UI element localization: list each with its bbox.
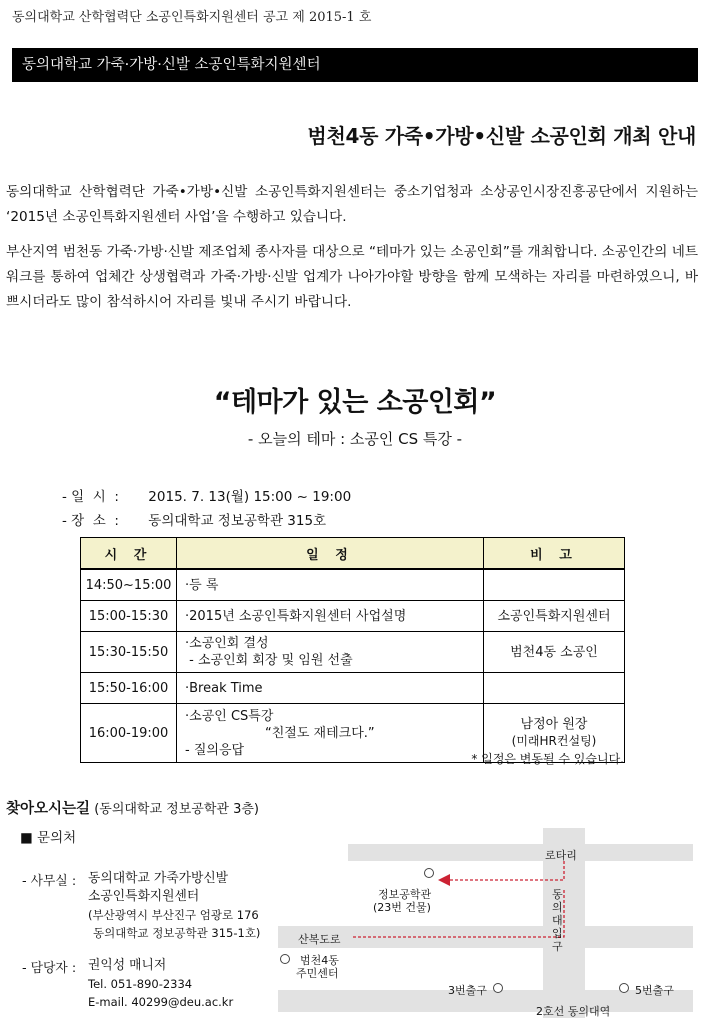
row-note [484,673,625,704]
office-info [88,870,260,942]
route-arrow [438,874,450,886]
office-line: 동의대학교 가죽가방신발 [88,871,229,886]
date-line [62,485,351,505]
row-time: 14:50~15:00 [81,569,177,601]
exit3-marker-icon [493,983,503,993]
schedule-header-row [81,538,625,570]
theme-title: “테마가 있는 소공인회” [213,387,497,418]
table-row [81,673,625,704]
manager-email: E-mail. 40299@deu.ac.kr [88,995,234,1009]
exit5-marker-icon [619,983,629,993]
office-label: - 사무실 : [22,874,77,889]
center-name-banner: 동의대학교 가죽·가방·신발 소공인특화지원센터 [12,48,698,82]
manager-info [88,957,233,1011]
place-value: 동의대학교 정보공학관 315호 [148,513,327,529]
manager-name: 권익성 매니저 [88,958,167,973]
intro-paragraph: 동의대학교 산학협력단 가죽•가방•신발 소공인특화지원센터는 중소기업청과 소상공인시장진흥공단에서 지원하는 ‘2015년 소공인특화지원센터 사업’을 수행하고 있습니다. [6,184,698,225]
address-line: 동의대학교 정보공학관 315-1호) [93,926,261,940]
row-note: 소공인특화지원센터 [484,601,625,632]
header-time: 시 간 [81,538,177,570]
table-row [81,569,625,601]
page-title: 범천4동 가죽•가방•신발 소공인회 개최 안내 [307,124,696,148]
row-plan: ·등 록 [177,569,484,601]
invitation-paragraph: 부산지역 범천동 가죽·가방·신발 제조업체 종사자를 대상으로 “테마가 있는 소공인회”를 개최합니다. 소공인간의 네트워크를 통하여 업체간 상생협력과 가죽·가방·신발 업계가 나아가야할 방향을 함께 모색하는 자리를 마련하였으니, 바쁘시더라도 많이 참석하시어 자리를 빛내 주시기 바랍니다. [6,244,698,310]
map-road-label: 산복도로 [298,933,341,946]
table-row [81,632,625,673]
route-to-building [440,861,564,880]
location-map [278,828,698,1018]
schedule-footnote: * 일정은 변동될 수 있습니다. [471,752,624,766]
theme-subtitle: - 오늘의 테마 : 소공인 CS 특강 - [247,430,463,448]
directions-heading [6,797,259,818]
header-note: 비 고 [484,538,625,570]
schedule-table [80,537,625,763]
plan-line: - 질의응답 [185,742,245,758]
row-note [484,569,625,601]
building-marker-icon [424,868,434,878]
directions-subtitle: (동의대학교 정보공학관 3층) [94,802,260,817]
office-line: 소공인특화지원센터 [88,889,200,904]
place-line [62,509,326,529]
map-univ-road: 동의대입구 [552,888,563,953]
date-label: - 일 시 : [62,489,119,505]
map-building-sub: (23번 건물) [373,901,431,914]
map-exit5: 5번출구 [635,984,674,997]
map-exit3: 3번출구 [448,984,487,997]
row-time: 15:50-16:00 [81,673,177,704]
speaker-name: 남정아 원장 [520,717,588,732]
row-plan: ·Break Time [177,673,484,704]
row-note: 범천4동 소공인 [484,632,625,673]
place-label: - 장 소 : [62,513,119,529]
speaker-affiliation: (미래HR컨설팅) [511,734,597,748]
notice-number: 동의대학교 산학협력단 소공인특화지원센터 공고 제 2015-1 호 [12,10,372,25]
map-center-2: 주민센터 [296,967,339,980]
header-plan: 일 정 [177,538,484,570]
map-center-1: 범천4동 [300,954,339,967]
table-row [81,601,625,632]
row-plan [177,704,484,763]
row-plan [177,632,484,673]
contact-heading: ■ 문의처 [20,830,77,846]
manager-label: - 담당자 : [22,961,77,976]
map-building: 정보공학관 [378,888,432,901]
address-line: (부산광역시 부산진구 엄광로 176 [88,908,259,922]
row-time: 15:00-15:30 [81,601,177,632]
map-rotary: 로타리 [545,849,577,862]
row-time: 16:00-19:00 [81,704,177,763]
plan-line: “친절도 재테크다.” [265,725,375,741]
plan-line: - 소공인회 회장 및 임원 선출 [185,653,353,668]
row-time: 15:30-15:50 [81,632,177,673]
manager-tel: Tel. 051-890-2334 [88,977,193,991]
directions-title: 찾아오시는길 [6,801,91,817]
plan-line: ·소공인 CS특강 [185,708,274,724]
map-station: 2호선 동의대역 [536,1005,611,1018]
plan-line: ·소공인회 결성 [185,636,269,651]
date-value: 2015. 7. 13(월) 15:00 ~ 19:00 [148,489,352,505]
row-plan: ·2015년 소공인특화지원센터 사업설명 [177,601,484,632]
center-marker-icon [280,954,290,964]
